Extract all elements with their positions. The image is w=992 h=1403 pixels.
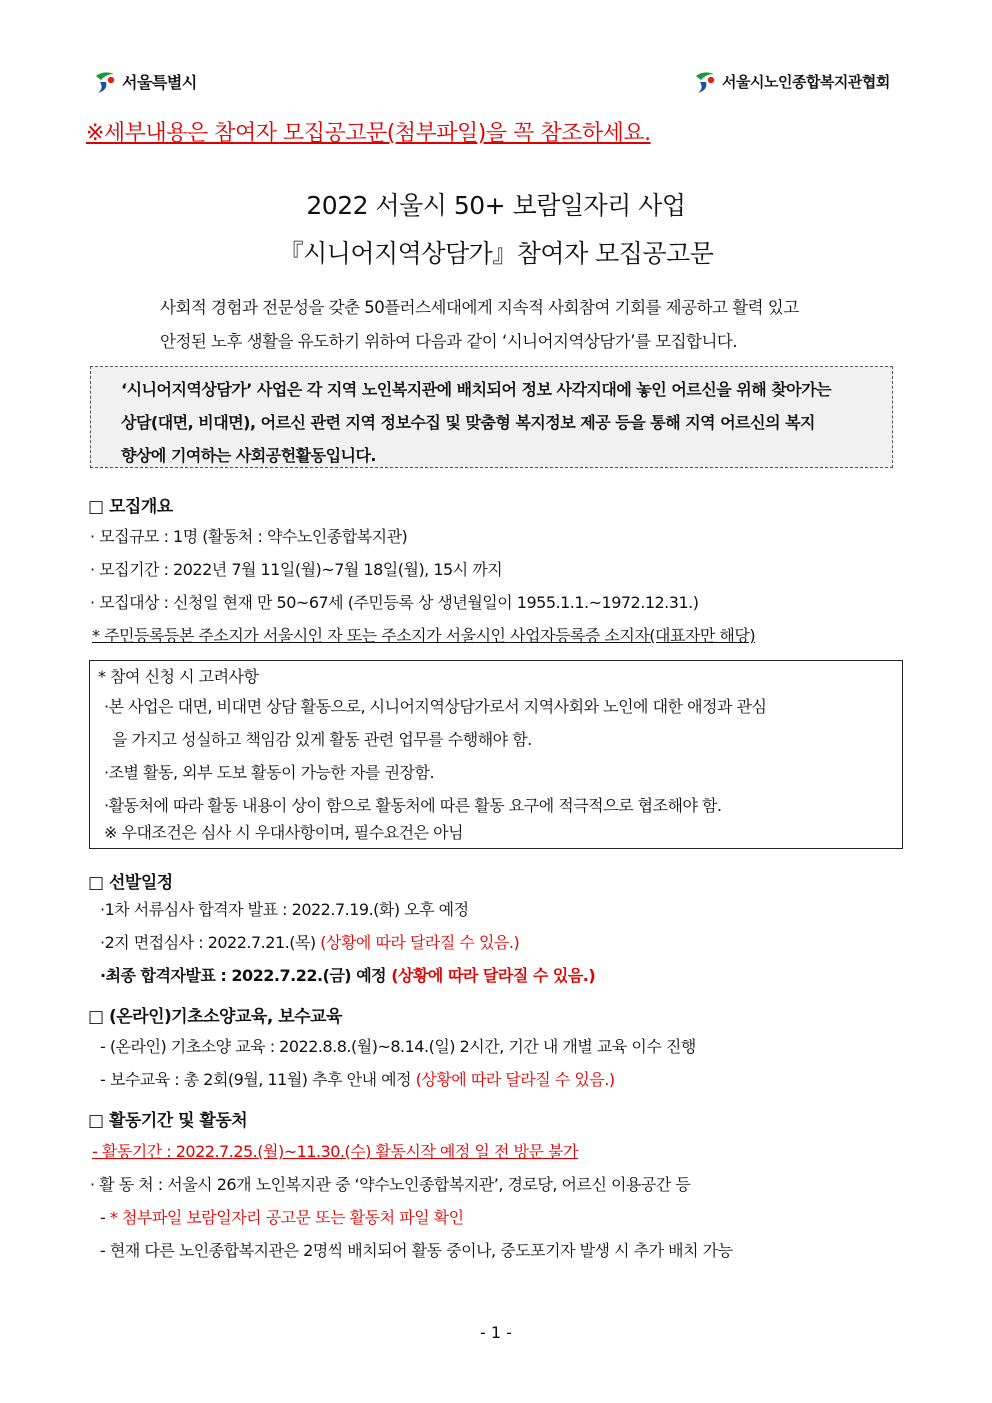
education-heading: □ (온라인)기초소양교육, 보수교육 [88,1007,342,1027]
seoul-logo-icon [92,68,118,94]
association-logo [692,68,890,94]
schedule-second-text: ·2지 면접심사 : 2022.7.21.(목) [100,933,321,952]
schedule-final-text: ·최종 합격자발표 : 2022.7.22.(금) 예정 [100,966,392,985]
association-logo-icon [692,68,718,94]
activity-heading: □ 활동기간 및 활동처 [88,1111,248,1131]
page-number: - 1 - [480,1323,512,1342]
education-refresh [100,1067,615,1090]
schedule-final [100,963,595,986]
summary-line3: 향상에 기여하는 사회공헌활동입니다. [121,446,377,465]
intro-line2: 안정된 노후 생활을 유도하기 위하여 다음과 같이 ‘시니어지역상담가’를 모집합니다. [160,332,738,351]
education-basic: - (온라인) 기초소양 교육 : 2022.8.8.(월)~8.14.(일) 2시간, 기간 내 개별 교육 이수 진행 [100,1037,696,1056]
schedule-final-note: (상황에 따라 달라질 수 있음.) [391,966,596,985]
considerations-title: * 참여 신청 시 고려사항 [98,667,259,686]
summary-line2: 상담(대면, 비대면), 어르신 관련 지역 정보수집 및 맞춤형 복지정보 제공 등을 통해 지역 어르신의 복지 [121,413,816,432]
attachment-notice: ※세부내용은 참여자 모집공고문(첨부파일)을 꼭 참조하세요. [86,121,651,146]
schedule-heading: □ 선발일정 [88,873,173,893]
activity-place: · 활 동 처 : 서울시 26개 노인복지관 중 ‘약수노인종합복지관’, 경로당, 어르신 이용공간 등 [90,1175,691,1194]
consideration-item4: ※ 우대조건은 심사 시 우대사항이며, 필수요건은 아님 [104,823,464,842]
recruit-heading: □ 모집개요 [88,497,173,517]
association-logo-text: 서울시노인종합복지관협회 [722,72,890,91]
education-refresh-text: - 보수교육 : 총 2회(9월, 11월) 추후 안내 예정 [100,1070,416,1089]
recruit-address-note: * 주민등록등본 주소지가 서울시인 자 또는 주소지가 서울시인 사업자등록증 소지자(대표자만 해당) [92,626,756,645]
recruit-scale: · 모집규모 : 1명 (활동처 : 약수노인종합복지관) [90,527,408,546]
schedule-second-round [100,930,519,953]
seoul-city-logo [92,68,197,94]
education-refresh-note: (상황에 따라 달라질 수 있음.) [415,1070,615,1089]
intro-line1: 사회적 경험과 전문성을 갖춘 50플러스세대에게 지속적 사회참여 기회를 제공하고 활력 있고 [160,298,799,317]
page-title-line2: 『시니어지역상담가』참여자 모집공고문 [278,239,714,268]
page-title-line1: 2022 서울시 50+ 보람일자리 사업 [306,191,686,220]
recruit-target: · 모집대상 : 신청일 현재 만 50~67세 (주민등록 상 생년월일이 1955.1.1.~1972.12.31.) [90,593,699,612]
activity-attachment-note: * 첨부파일 보람일자리 공고문 또는 활동처 파일 확인 [109,1208,464,1227]
summary-line1: ‘시니어지역상담가’ 사업은 각 지역 노인복지관에 배치되어 정보 사각지대에 놓인 어르신을 위해 찾아가는 [121,380,832,399]
activity-extra-note: - 현재 다른 노인종합복지관은 2명씩 배치되어 활동 중이나, 중도포기자 발생 시 추가 배치 가능 [100,1241,733,1260]
program-summary-box [90,366,893,468]
recruit-period: · 모집기간 : 2022년 7월 11일(월)~7월 18일(월), 15시 까지 [90,560,503,579]
consideration-item2: ·조별 활동, 외부 도보 활동이 가능한 자를 권장함. [104,763,435,782]
activity-attachment [100,1205,464,1228]
activity-attachment-dash: - [100,1208,110,1227]
seoul-city-logo-text: 서울특별시 [122,72,197,92]
schedule-first-round: ·1차 서류심사 합격자 발표 : 2022.7.19.(화) 오후 예정 [100,900,469,919]
schedule-second-note: (상황에 따라 달라질 수 있음.) [320,933,520,952]
consideration-item3: ·활동처에 따라 활동 내용이 상이 함으로 활동처에 따른 활동 요구에 적극적으로 협조해야 함. [104,796,722,815]
activity-period: - 활동기간 : 2022.7.25.(월)~11.30.(수) 활동시작 예정 일 전 방문 불가 [92,1142,578,1161]
consideration-item1-line2: 을 가지고 성실하고 책임감 있게 활동 관련 업무를 수행해야 함. [112,730,532,749]
consideration-item1-line1: ·본 사업은 대면, 비대면 상담 활동으로, 시니어지역상담가로서 지역사회와 노인에 대한 애정과 관심 [104,697,767,716]
